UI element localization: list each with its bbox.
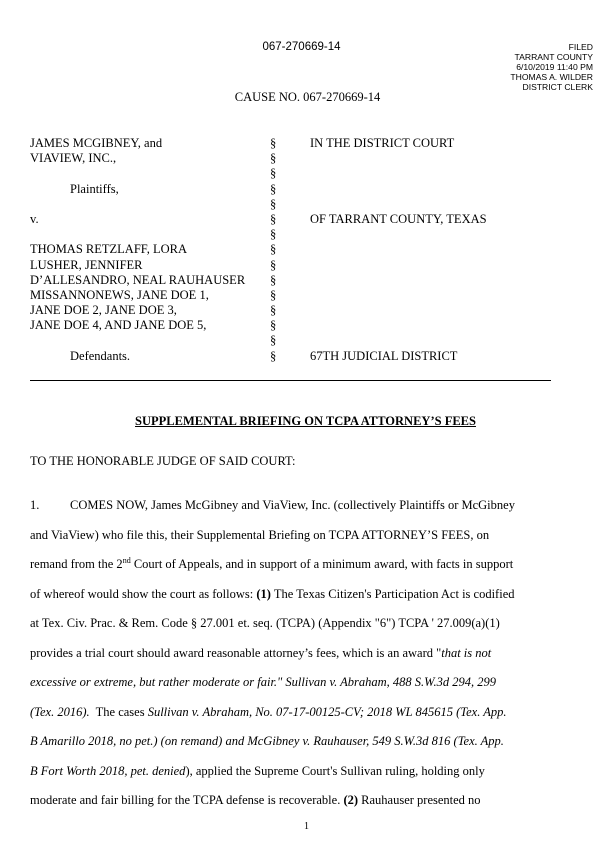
text-run: moderate and fair billing for the TCPA defense is recoverable.	[30, 793, 344, 807]
section-symbol: §	[270, 242, 277, 257]
body-text-line	[30, 674, 560, 704]
text-run: provides a trial court should award reasonable attorney’s fees, which is an award "	[30, 645, 442, 660]
paragraph-number: 1.	[30, 498, 40, 512]
page-number: 1	[304, 821, 309, 832]
filing-stamp-line: TARRANT COUNTY	[514, 52, 593, 62]
section-symbol: §	[270, 318, 277, 333]
case-caption	[30, 136, 560, 364]
caption-court-text: IN THE DISTRICT COURT	[310, 136, 455, 150]
section-symbol: §	[270, 196, 277, 211]
caption-party-text: D’ALLESANDRO, NEAL RAUHAUSER	[30, 272, 246, 287]
caption-row	[30, 349, 560, 364]
caption-row	[30, 166, 560, 181]
caption-row	[30, 288, 560, 303]
caption-party-text: v.	[30, 211, 39, 226]
caption-court-text: OF TARRANT COUNTY, TEXAS	[310, 211, 487, 226]
ordinal-suffix: nd	[122, 556, 131, 565]
caption-party-text: MISSANNONEWS, JANE DOE 1,	[30, 287, 209, 302]
caption-row	[30, 227, 560, 242]
body-text-line	[30, 556, 560, 586]
filing-stamp-line: DISTRICT CLERK	[522, 82, 593, 92]
enumeration-marker: (1)	[256, 586, 271, 601]
caption-party-text: VIAVIEW, INC.,	[30, 151, 117, 166]
filing-stamp-line: 6/10/2019 11:40 PM	[516, 62, 593, 72]
caption-row	[30, 182, 560, 197]
section-symbol: §	[270, 257, 277, 272]
body-text-line	[30, 704, 560, 734]
section-symbol: §	[270, 227, 277, 242]
filing-stamp-line: FILED	[568, 42, 593, 52]
body-text-line	[30, 497, 560, 527]
document-title: SUPPLEMENTAL BRIEFING ON TCPA ATTORNEY’S FEES	[135, 414, 476, 428]
body-text-line	[30, 615, 560, 645]
caption-party-text: LUSHER, JENNIFER	[30, 257, 143, 272]
text-run: Court of Appeals, and in support of a minimum award, with facts in support	[130, 557, 514, 571]
caption-row	[30, 136, 560, 151]
caption-party-text: Plaintiffs,	[70, 181, 119, 196]
section-symbol: §	[270, 287, 277, 302]
caption-party-text: THOMAS RETZLAFF, LORA	[30, 242, 187, 257]
salutation: TO THE HONORABLE JUDGE OF SAID COURT:	[30, 454, 296, 468]
caption-party-text: JAMES MCGIBNEY, and	[30, 136, 163, 150]
caption-row	[30, 242, 560, 257]
filing-stamp-line: THOMAS A. WILDER	[510, 72, 593, 82]
citation-text: excessive or extreme, but rather moderate or fair." Sullivan v. Abraham, 488 S.W.3d 294, 299	[30, 675, 496, 689]
section-symbol: §	[270, 181, 277, 196]
text-run: and ViaView) who file this, their Supplemental Briefing on TCPA ATTORNEY’S FEES, on	[30, 527, 490, 542]
caption-row	[30, 303, 560, 318]
caption-row	[30, 197, 560, 212]
caption-party-text: Defendants.	[70, 348, 131, 363]
section-symbol: §	[270, 151, 277, 166]
section-symbol: §	[270, 348, 277, 363]
text-run: The cases	[89, 704, 148, 719]
caption-divider	[30, 380, 551, 381]
caption-court-text: 67TH JUDICIAL DISTRICT	[310, 348, 458, 363]
enumeration-marker: (2)	[343, 793, 359, 807]
citation-text: Sullivan v. Abraham, No. 07-17-00125-CV; 2018 WL 845615 (Tex. App.	[147, 704, 507, 719]
caption-party-text: JANE DOE 4, AND JANE DOE 5,	[30, 318, 207, 333]
body-text-line	[30, 527, 560, 557]
paragraph-1	[30, 497, 560, 822]
text-run: remand from the 2	[30, 557, 123, 571]
caption-row	[30, 273, 560, 288]
citation-text: that is not	[441, 645, 492, 660]
caption-row	[30, 333, 560, 348]
citation-text: B Fort Worth 2018, pet. denied	[30, 763, 186, 778]
body-text-line	[30, 733, 560, 763]
citation-text: B Amarillo 2018, no pet.) (on remand) and McGibney v. Rauhauser, 549 S.W.3d 816 (Tex. App.	[30, 734, 504, 748]
body-text-line	[30, 763, 560, 793]
body-text-line	[30, 645, 560, 675]
caption-row	[30, 318, 560, 333]
section-symbol: §	[270, 333, 277, 348]
section-symbol: §	[270, 136, 277, 150]
caption-row	[30, 151, 560, 166]
section-symbol: §	[270, 166, 277, 181]
text-run: of whereof would show the court as follows:	[30, 586, 257, 601]
body-text-line	[30, 792, 560, 822]
filing-stamp	[510, 42, 593, 92]
section-symbol: §	[270, 272, 277, 287]
text-run: ), applied the Supreme Court's Sullivan ruling, holding only	[185, 763, 485, 778]
cause-number: CAUSE NO. 067-270669-14	[234, 90, 381, 104]
text-run: The Texas Citizen's Participation Act is codified	[270, 586, 515, 601]
text-run: at Tex. Civ. Prac. & Rem. Code § 27.001 et. seq. (TCPA) (Appendix "6") TCPA ' 27.009(a)(1)	[30, 616, 500, 630]
section-symbol: §	[270, 303, 277, 318]
document-number-header: 067-270669-14	[262, 41, 341, 53]
caption-party-text: JANE DOE 2, JANE DOE 3,	[30, 303, 177, 318]
caption-row	[30, 258, 560, 273]
citation-text: (Tex. 2016).	[30, 704, 90, 719]
caption-row	[30, 212, 560, 227]
text-run: Rauhauser presented no	[358, 793, 481, 807]
text-run: COMES NOW, James McGibney and ViaView, Inc. (collectively Plaintiffs or McGibney	[70, 498, 515, 512]
body-text-line	[30, 586, 560, 616]
section-symbol: §	[270, 211, 277, 226]
